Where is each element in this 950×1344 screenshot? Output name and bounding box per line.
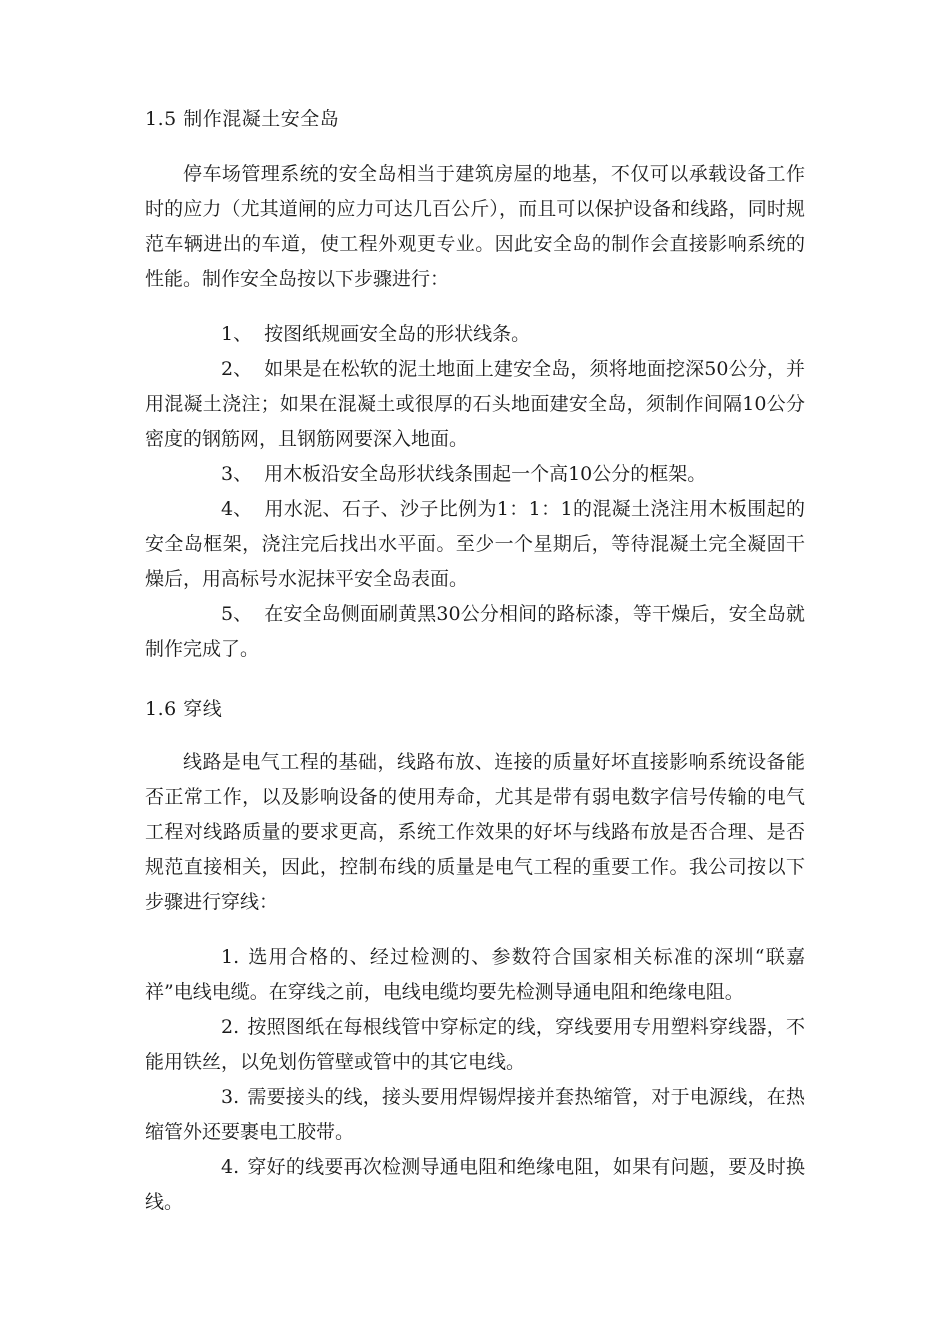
list-item (145, 1010, 805, 1080)
list-item (145, 317, 805, 352)
list-item-number: 1、 (221, 323, 253, 345)
list-item-number: 2. (221, 1016, 240, 1038)
list-item-text: 需要接头的线，接头要用焊锡焊接并套热缩管，对于电源线，在热缩管外还要裹电工胶带。 (145, 1086, 805, 1143)
section-1-6-intro: 线路是电气工程的基础，线路布放、连接的质量好坏直接影响系统设备能否正常工作，以及影响设备的使用寿命，尤其是带有弱电数字信号传输的电气工程对线路质量的要求更高，系统工作效果的好坏与线路布放是否合理、是否规范直接相关，因此，控制布线的质量是电气工程的重要工作。我公司按以下步骤进行穿线： (145, 751, 805, 913)
list-item (145, 492, 805, 597)
list-item-text: 按照图纸在每根线管中穿标定的线，穿线要用专用塑料穿线器，不能用铁丝，以免划伤管壁或管中的其它电线。 (145, 1016, 805, 1073)
list-item-number: 4. (221, 1156, 240, 1178)
list-item-text: 穿好的线要再次检测导通电阻和绝缘电阻，如果有问题，要及时换线。 (145, 1156, 805, 1213)
list-item-number: 3. (221, 1086, 240, 1108)
list-item-text: 如果是在松软的泥土地面上建安全岛，须将地面挖深50公分，并用混凝土浇注；如果在混凝土或很厚的石头地面建安全岛，须制作间隔10公分密度的钢筋网，且钢筋网要深入地面。 (145, 358, 805, 450)
list-item (145, 1080, 805, 1150)
list-item-number: 3、 (221, 463, 253, 485)
list-item (145, 1150, 805, 1220)
list-item (145, 597, 805, 667)
section-1-5-heading: 1.5 制作混凝土安全岛 (145, 108, 340, 130)
list-item-text: 用木板沿安全岛形状线条围起一个高10公分的框架。 (264, 463, 707, 485)
list-item-number: 2、 (221, 358, 253, 380)
list-item-text: 用水泥、石子、沙子比例为1：1：1的混凝土浇注用木板围起的安全岛框架，浇注完后找出水平面。至少一个星期后，等待混凝土完全凝固干燥后，用高标号水泥抹平安全岛表面。 (145, 498, 805, 590)
list-item-text: 在安全岛侧面刷黄黑30公分相间的路标漆，等干燥后，安全岛就制作完成了。 (145, 603, 805, 660)
section-1-6-heading: 1.6 穿线 (145, 698, 223, 720)
list-item-text: 按图纸规画安全岛的形状线条。 (264, 323, 531, 345)
list-item (145, 457, 805, 492)
section-1-5-intro: 停车场管理系统的安全岛相当于建筑房屋的地基，不仅可以承载设备工作时的应力（尤其道闸的应力可达几百公斤），而且可以保护设备和线路，同时规范车辆进出的车道，使工程外观更专业。因此安全岛的制作会直接影响系统的性能。制作安全岛按以下步骤进行： (145, 163, 805, 290)
list-item-number: 1. (221, 946, 240, 968)
list-item (145, 352, 805, 457)
list-item-number: 4、 (221, 498, 253, 520)
list-item-text: 选用合格的、经过检测的、参数符合国家相关标准的深圳“联嘉祥”电线电缆。在穿线之前，电线电缆均要先检测导通电阻和绝缘电阻。 (145, 946, 805, 1003)
list-item (145, 940, 805, 1010)
list-item-number: 5、 (221, 603, 253, 625)
